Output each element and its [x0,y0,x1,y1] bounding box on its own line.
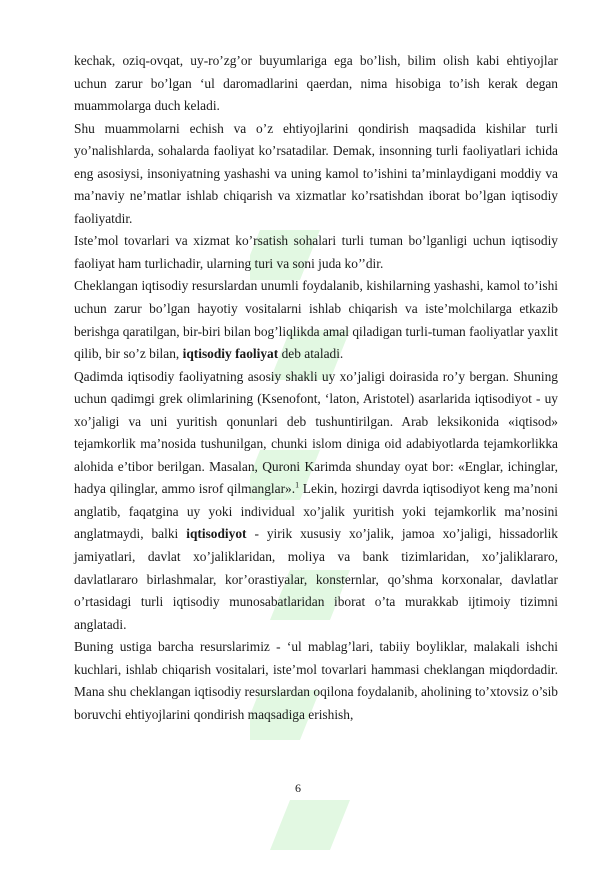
paragraph-text: Buning ustiga barcha resurslarimiz - ‘ul mablag’lari, tabiiy boyliklar, malakali ishchi kuchlari, ishlab chiqarish vositalari, iste’mol tovarlari hammasi cheklangan miqdordadir. Mana shu cheklangan iqtisodiy resurslardan oqilona foydalanib, aholining to’xtovsiz o’sib boruvchi ehtiyojlarini qondirish maqsadiga erishish, [74,639,558,722]
paragraph-text: Lekin, hozirgi davrda iqtisodiyot keng ma’noni anglatib, faqatgina uy yoki individual xo’jalik yuritish yoki tejamkorlik ma’nosini anglatmaydi, balki [74,481,558,542]
paragraph [74,118,558,231]
paragraph [74,366,558,637]
paragraph [74,275,558,365]
paragraph-text: deb ataladi. [278,346,344,362]
paragraph [74,636,558,726]
paragraph-text: Qadimda iqtisodiy faoliyatning asosiy shakli uy xo’jaligi doirasida ro’y bergan. Shuning uchun qadimgi grek olimlarining (Ksenofont, ‘laton, Aristotel) asarlarida iqtisodiyot - uy xo’jaligi va uni yuritish qonunlari deb tushuntirilgan. Arab leksikonida «iqtisod» tejamkorlik ma’nosida tushunilgan, chunki islom diniga oid adabiyotlarda tejamkorlikka alohida e’tibor berilgan. Masalan, Quroni Karimda shunday oyat bor: «Englar, ichinglar, hadya qilinglar, ammo isrof qilmanglar». [74,368,558,497]
paragraph [74,230,558,275]
paragraph [74,50,558,118]
paragraph-text: - yirik xususiy xo’jalik, jamoa xo’jaligi, hissadorlik jamiyatlari, davlat xo’jaliklaridan, moliya va bank tizimlaridan, xo’jaliklararo, davlatlararo birlashmalar, kor’orastiyalar, konsternlar, qo’shma korxonalar, davlatlar o’rtasidagi turli iqtisodiy munosabatlaridan iborat o’ta murakkab ijtimoiy tizimni anglatadi. [74,526,558,632]
paragraph-text: kechak, oziq-ovqat, uy-ro’zg’or buyumlariga ega bo’lish, bilim olish kabi ehtiyojlar uchun zarur bo’lgan ‘ul daromadlarini qaerdan, nima hisobiga to’ish kerak degan muammolarga duch keladi. [74,53,558,114]
bold-term: iqtisodiy faoliyat [182,346,279,362]
paragraph-text: Iste’mol tovarlari va xizmat ko’rsatish sohalari turli tuman bo’lganligi uchun iqtisodiy faoliyat ham turlichadir, ularning turi va soni juda ko’’dir. [74,233,558,271]
page-number: 6 [295,781,301,795]
paragraph-text: Shu muammolarni echish va o’z ehtiyojlarini qondirish maqsadida kishilar turli yo’nalishlarda, sohalarda faoliyat ko’rsatadilar. Demak, insonning turli faoliyatlari ichida eng asosiysi, insoniyatning yashashi va uning kamol to’ishini ta’minlaydigani moddiy va ma’naviy ne’matlar ishlab chiqarish va xizmatlar ko’rsatishdan iborat bo’lgan iqtisodiy faoliyatdir. [74,120,558,226]
bold-term: iqtisodiyot [186,526,247,542]
footnote-marker: 1 [295,480,300,490]
main-text [74,50,558,726]
paragraph-text: Cheklangan iqtisodiy resurslardan unumli foydalanib, kishilarning yashashi, kamol to’ishi uchun zarur bo’lgan hayotiy vositalarni ishlab chiqarish va iste’molchilarga etkazib berishga qaratilgan, bir-biri bilan bog’liqlikda amal qiladigan turli-tuman faoliyatlar yaxlit qilib, bir so’z bilan, [74,278,558,362]
